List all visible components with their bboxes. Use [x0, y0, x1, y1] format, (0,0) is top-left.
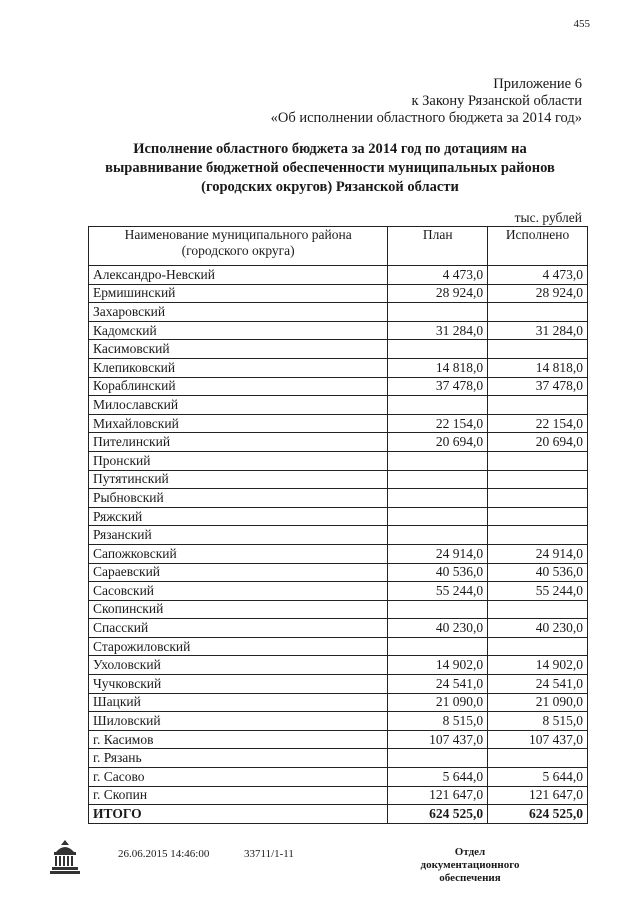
row-name: Ухоловский: [89, 656, 388, 675]
row-done: 21 090,0: [488, 693, 588, 712]
row-plan: 20 694,0: [388, 433, 488, 452]
row-plan: [388, 303, 488, 322]
row-done: 31 284,0: [488, 321, 588, 340]
row-plan: [388, 507, 488, 526]
total-row: [89, 805, 588, 824]
row-plan: [388, 396, 488, 415]
row-name: Сараевский: [89, 563, 388, 582]
row-plan: [388, 526, 488, 545]
table-row: [89, 507, 588, 526]
row-name: Михайловский: [89, 414, 388, 433]
table-row: [89, 284, 588, 303]
footer-dept-line-2: обеспечения: [439, 872, 501, 884]
title-line-3: (городских округов) Рязанской области: [201, 179, 459, 195]
row-plan: [388, 340, 488, 359]
row-done: 14 902,0: [488, 656, 588, 675]
row-name: Рязанский: [89, 526, 388, 545]
row-done: [488, 507, 588, 526]
table-row: [89, 563, 588, 582]
row-name: Шиловский: [89, 712, 388, 731]
table-row: [89, 321, 588, 340]
row-name: Старожиловский: [89, 637, 388, 656]
row-name: Александро-Невский: [89, 266, 388, 285]
total-plan: 624 525,0: [388, 805, 488, 824]
row-plan: 55 244,0: [388, 582, 488, 601]
row-done: 24 914,0: [488, 544, 588, 563]
header-done: Исполнено: [488, 227, 588, 266]
row-done: 5 644,0: [488, 768, 588, 787]
page-number: 455: [573, 18, 590, 30]
row-done: 107 437,0: [488, 730, 588, 749]
row-plan: 107 437,0: [388, 730, 488, 749]
table-row: [89, 582, 588, 601]
title-line-2: выравнивание бюджетной обеспеченности муниципальных районов: [105, 160, 555, 176]
table-row: [89, 377, 588, 396]
table-row: [89, 414, 588, 433]
row-done: [488, 749, 588, 768]
row-done: [488, 489, 588, 508]
row-name: Захаровский: [89, 303, 388, 322]
table-row: [89, 712, 588, 731]
title-line-1: Исполнение областного бюджета за 2014 год по дотациям на: [133, 141, 527, 157]
header-name: [89, 227, 388, 266]
row-name: Сасовский: [89, 582, 388, 601]
row-plan: 4 473,0: [388, 266, 488, 285]
table-row: [89, 489, 588, 508]
total-done: 624 525,0: [488, 805, 588, 824]
row-name: Пителинский: [89, 433, 388, 452]
row-plan: [388, 489, 488, 508]
table-row: [89, 637, 588, 656]
duma-emblem-icon: [48, 838, 82, 876]
row-done: [488, 470, 588, 489]
row-plan: [388, 749, 488, 768]
table-row: [89, 749, 588, 768]
table-row: [89, 433, 588, 452]
row-name: Ряжский: [89, 507, 388, 526]
row-name: Кадомский: [89, 321, 388, 340]
row-plan: 8 515,0: [388, 712, 488, 731]
table-row: [89, 693, 588, 712]
row-plan: 14 902,0: [388, 656, 488, 675]
table-row: [89, 619, 588, 638]
row-plan: 40 230,0: [388, 619, 488, 638]
row-plan: 21 090,0: [388, 693, 488, 712]
row-name: Спасский: [89, 619, 388, 638]
table-row: [89, 730, 588, 749]
row-plan: [388, 470, 488, 489]
row-plan: 121 647,0: [388, 786, 488, 805]
row-done: 37 478,0: [488, 377, 588, 396]
row-done: 55 244,0: [488, 582, 588, 601]
appendix-line-3: «Об исполнении областного бюджета за 2014 год»: [270, 110, 582, 126]
row-name: Пронский: [89, 451, 388, 470]
row-name: Сапожковский: [89, 544, 388, 563]
row-done: 14 818,0: [488, 358, 588, 377]
table-row: [89, 396, 588, 415]
row-name: Скопинский: [89, 600, 388, 619]
row-plan: 40 536,0: [388, 563, 488, 582]
table-row: [89, 675, 588, 694]
table-row: [89, 451, 588, 470]
table-row: [89, 656, 588, 675]
row-done: [488, 396, 588, 415]
row-name: Милославский: [89, 396, 388, 415]
total-label: ИТОГО: [89, 805, 388, 824]
budget-table: [88, 226, 588, 824]
header-name-line-2: (городского округа): [181, 243, 295, 258]
row-done: [488, 303, 588, 322]
row-name: Шацкий: [89, 693, 388, 712]
row-name: Чучковский: [89, 675, 388, 694]
row-name: Кораблинский: [89, 377, 388, 396]
table-row: [89, 266, 588, 285]
row-done: 22 154,0: [488, 414, 588, 433]
row-plan: 37 478,0: [388, 377, 488, 396]
row-plan: 14 818,0: [388, 358, 488, 377]
row-name: г. Касимов: [89, 730, 388, 749]
row-plan: 24 541,0: [388, 675, 488, 694]
footer-department: [405, 846, 535, 885]
row-done: 121 647,0: [488, 786, 588, 805]
footer-dept-line-1: Отдел документационного: [420, 846, 520, 871]
row-done: 4 473,0: [488, 266, 588, 285]
row-plan: [388, 600, 488, 619]
appendix-line-2: к Закону Рязанской области: [411, 93, 582, 109]
header-plan: План: [388, 227, 488, 266]
row-plan: 28 924,0: [388, 284, 488, 303]
table-row: [89, 526, 588, 545]
row-done: 40 536,0: [488, 563, 588, 582]
row-plan: 31 284,0: [388, 321, 488, 340]
row-name: Ермишинский: [89, 284, 388, 303]
row-done: [488, 340, 588, 359]
units-label: тыс. рублей: [514, 210, 582, 225]
table-row: [89, 358, 588, 377]
row-done: [488, 637, 588, 656]
row-done: [488, 526, 588, 545]
table-row: [89, 786, 588, 805]
row-plan: 5 644,0: [388, 768, 488, 787]
row-done: 8 515,0: [488, 712, 588, 731]
appendix-line-1: Приложение 6: [493, 76, 582, 92]
footer-code: 33711/1-11: [244, 848, 294, 860]
row-plan: 24 914,0: [388, 544, 488, 563]
row-name: г. Скопин: [89, 786, 388, 805]
row-name: Путятинский: [89, 470, 388, 489]
table-row: [89, 340, 588, 359]
table-header-row: [89, 227, 588, 266]
row-done: [488, 600, 588, 619]
row-done: 20 694,0: [488, 433, 588, 452]
row-name: г. Рязань: [89, 749, 388, 768]
row-done: 40 230,0: [488, 619, 588, 638]
document-title: [80, 140, 580, 197]
footer-date: 26.06.2015 14:46:00: [118, 848, 210, 860]
row-name: Касимовский: [89, 340, 388, 359]
table-row: [89, 470, 588, 489]
row-done: 28 924,0: [488, 284, 588, 303]
appendix-header: [271, 76, 582, 127]
row-plan: [388, 637, 488, 656]
header-name-line-1: Наименование муниципального района: [124, 227, 352, 242]
row-done: [488, 451, 588, 470]
table-row: [89, 600, 588, 619]
table-row: [89, 544, 588, 563]
row-plan: 22 154,0: [388, 414, 488, 433]
row-plan: [388, 451, 488, 470]
row-name: Клепиковский: [89, 358, 388, 377]
table-row: [89, 768, 588, 787]
row-name: Рыбновский: [89, 489, 388, 508]
table-row: [89, 303, 588, 322]
row-name: г. Сасово: [89, 768, 388, 787]
row-done: 24 541,0: [488, 675, 588, 694]
